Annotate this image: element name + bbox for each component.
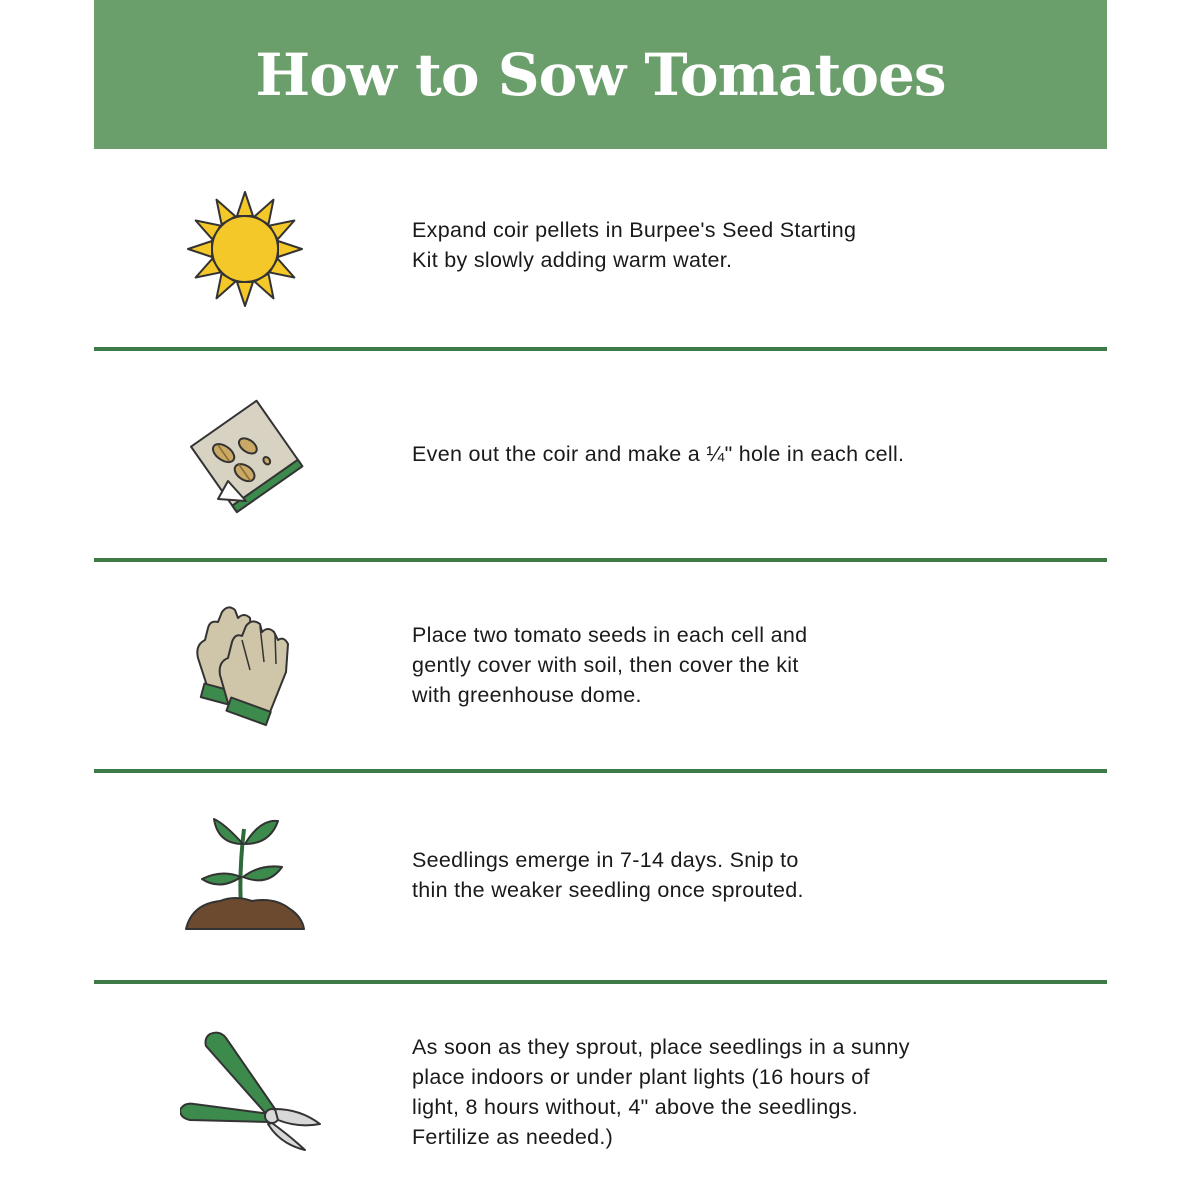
page-title: How to Sow Tomatoes (255, 40, 946, 109)
step-row-4 (94, 773, 1107, 980)
step-text-4 (412, 845, 1012, 905)
title-banner (94, 0, 1107, 149)
sun-icon (180, 184, 310, 314)
step-4-line-1: Seedlings emerge in 7-14 days. Snip to (412, 848, 799, 872)
step-3-line-1: Place two tomato seeds in each cell and (412, 623, 808, 647)
step-row-3 (94, 562, 1107, 769)
step-3-line-2: gently cover with soil, then cover the kit (412, 653, 799, 677)
seedling-icon (180, 809, 310, 939)
step-text-2 (412, 439, 1012, 469)
step-1-line-2: Kit by slowly adding warm water. (412, 248, 733, 272)
step-5-line-3: light, 8 hours without, 4" above the seedlings. (412, 1095, 859, 1119)
step-3-line-3: with greenhouse dome. (412, 683, 642, 707)
step-4-line-2: thin the weaker seedling once sprouted. (412, 878, 804, 902)
seed-packet-icon (180, 389, 310, 519)
step-5-line-4: Fertilize as needed.) (412, 1125, 614, 1149)
step-1-line-1: Expand coir pellets in Burpee's Seed Starting (412, 218, 857, 242)
step-text-3 (412, 620, 1012, 710)
step-row-1 (94, 149, 1107, 349)
gardening-gloves-icon (180, 600, 310, 730)
step-row-2 (94, 351, 1107, 558)
pruning-shears-icon (180, 1024, 310, 1154)
step-5-line-1: As soon as they sprout, place seedlings in a sunny (412, 1035, 910, 1059)
step-text-5 (412, 1032, 1012, 1152)
step-text-1 (412, 215, 1012, 275)
step-2-line-1: Even out the coir and make a ¼" hole in each cell. (412, 442, 905, 466)
step-row-5 (94, 984, 1107, 1200)
step-5-line-2: place indoors or under plant lights (16 hours of (412, 1065, 870, 1089)
